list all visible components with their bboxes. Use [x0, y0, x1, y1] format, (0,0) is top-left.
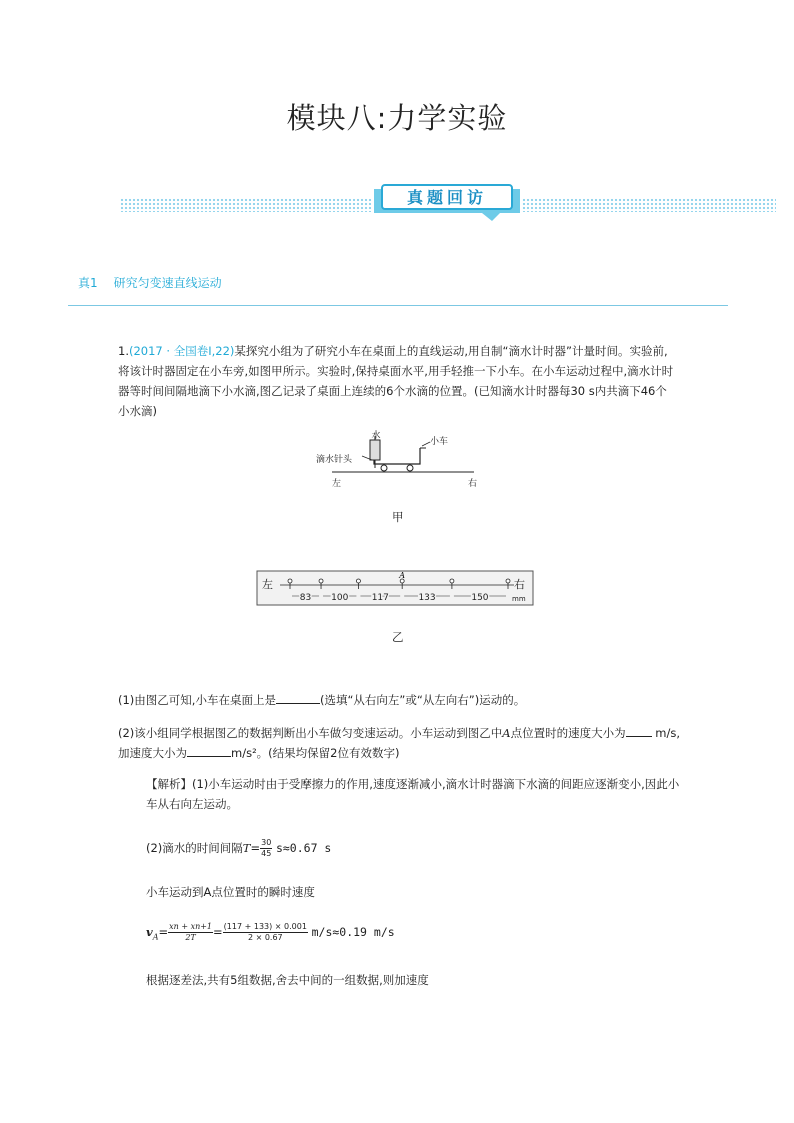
question-source: (2017 · 全国卷Ⅰ,22) — [128, 344, 235, 358]
sub-question-2 — [118, 723, 688, 763]
label-needle: 滴水针头 — [316, 455, 353, 465]
label-left: 左 — [332, 479, 342, 489]
segment-label-5: 150 — [471, 593, 489, 603]
analysis-p2: (2)滴水的时间间隔T= $\frac{30}{45}$ s≈0.67 s — [146, 838, 332, 858]
banner-label: 真题回访 — [406, 188, 488, 207]
tape-unit: mm — [512, 595, 526, 603]
tape-right: 右 — [514, 578, 525, 591]
sub2-part1: (2)该小组同学根据图乙的数据判断出小车做匀变速运动。小车运动到图乙中 — [118, 726, 503, 740]
banner-dots-left — [120, 198, 372, 212]
sub2-part2: 点位置时的速度大小为 — [510, 726, 626, 740]
water-drop-6 — [506, 579, 510, 583]
section-heading — [78, 274, 238, 291]
label-right: 右 — [468, 479, 478, 489]
sub1-before: (1)由图乙可知,小车在桌面上是 — [118, 693, 276, 707]
eq-sub: A — [152, 932, 159, 942]
section-topic: 研究匀变速直线运动 — [113, 276, 222, 290]
sub2-unit1: m/s,加速度大小为 — [118, 726, 680, 760]
sub1-after: (选填“从右向左”或“从左向右”)运动的。 — [319, 693, 526, 707]
answer-blank-1[interactable] — [276, 691, 320, 704]
analysis-p2-prefix: (2)滴水的时间间隔 — [146, 841, 243, 855]
analysis-p3: 小车运动到A点位置时的瞬时速度 — [146, 885, 315, 899]
eq-frac1-den: 2T — [185, 933, 196, 942]
eq-frac2-num: (117 + 133) × 0.001 — [223, 922, 307, 931]
water-drop-5 — [450, 579, 454, 583]
eq-fraction-1 — [168, 922, 213, 943]
analysis-tag: 【解析】 — [146, 777, 192, 791]
figure-jia-caption: 甲 — [392, 510, 404, 524]
analysis-p4: 根据逐差法,共有5组数据,舍去中间的一组数据,则加速度 — [146, 973, 429, 987]
interval-den: 45 — [261, 849, 272, 858]
interval-num: 30 — [261, 838, 272, 847]
question-stem — [118, 341, 678, 421]
sub2-point: A — [502, 726, 511, 740]
eq-frac1-num: xn + xn+1 — [169, 922, 213, 931]
eq-result: m/s≈0.19 m/s — [311, 925, 395, 939]
segment-label-2: 100 — [331, 593, 349, 603]
figure-jia — [310, 426, 490, 492]
banner-dots-right — [522, 198, 776, 212]
eq-lhs: v — [146, 925, 153, 939]
segment-label-4: 133 — [418, 593, 436, 603]
analysis-p2-var: T — [242, 841, 251, 855]
segment-label-3: 117 — [371, 593, 389, 603]
answer-blank-2[interactable] — [626, 724, 652, 737]
interval-fraction — [260, 838, 272, 859]
water-drop-3 — [356, 579, 360, 583]
sub2-unit2: m/s²。(结果均保留2位有效数字) — [231, 746, 400, 760]
section-number: 真1 — [78, 276, 98, 290]
eq-fraction-2 — [223, 922, 308, 943]
sub-question-1 — [118, 690, 688, 710]
eq-frac2-den: 2 × 0.67 — [247, 933, 283, 942]
figure-yi-caption: 乙 — [392, 630, 404, 644]
question-number: 1. — [118, 344, 129, 358]
section-divider — [68, 305, 728, 306]
answer-blank-3[interactable] — [187, 744, 231, 757]
label-car: 小车 — [430, 437, 449, 447]
banner-badge — [370, 183, 524, 223]
point-a-label: A — [399, 571, 406, 580]
analysis-equation: $v_A=$ $\frac{xn + xn+1}{2T}$ = $\frac{(117 + 133) \times 0.001}{2 \times 0.67}$ m/s≈0.19 m/s — [146, 922, 395, 942]
label-water: 水 — [371, 431, 381, 441]
figure-yi — [256, 570, 534, 606]
water-drop-1 — [288, 579, 292, 583]
analysis-p1 — [146, 774, 686, 814]
question-text: 某探究小组为了研究小车在桌面上的直线运动,用自制“滴水计时器”计量时间。实验前,将该计时器固定在小车旁,如图甲所示。实验时,保持桌面水平,用手轻推一下小车。在小车运动过程中,滴水计时器等时间间隔地滴下小水滴,图乙记录了桌面上连续的6个水滴的位置。(已知滴水计时器每30 s内共滴下46个小水滴) — [118, 344, 674, 418]
page-title: 模块八:力学实验 — [286, 101, 508, 135]
segment-label-1: 83 — [299, 593, 312, 603]
analysis-p1-text: (1)小车运动时由于受摩擦力的作用,速度逐渐减小,滴水计时器滴下水滴的间距应逐渐变小,因此小车从右向左运动。 — [146, 777, 680, 811]
tape-left: 左 — [262, 578, 273, 591]
analysis-p2-suffix: s≈0.67 s — [275, 841, 332, 855]
water-drop-2 — [319, 579, 323, 583]
